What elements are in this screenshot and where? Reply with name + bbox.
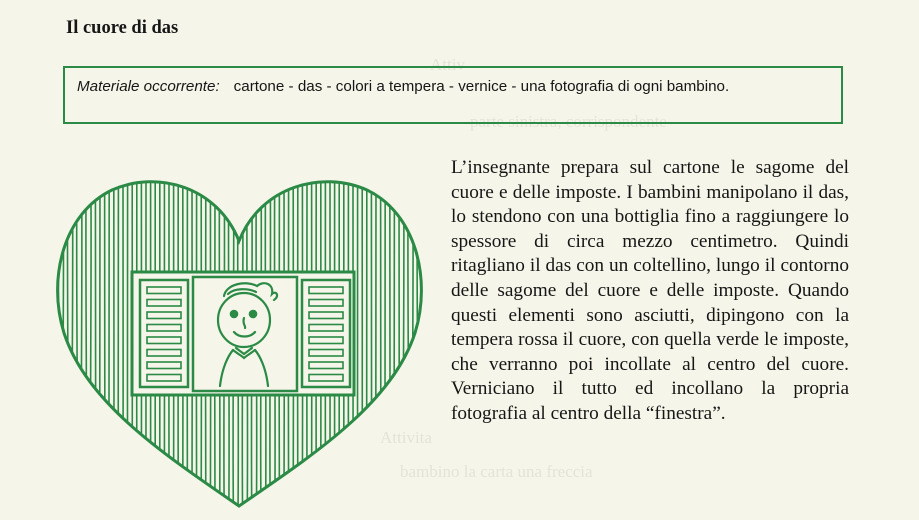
page-title: Il cuore di das: [66, 18, 179, 38]
bleed-through-text: Attiv: [430, 55, 465, 74]
window: [132, 272, 354, 395]
right-shutter: [302, 280, 350, 387]
bleed-through-text: bambino la carta una freccia: [400, 462, 593, 481]
instructions-paragraph: L’insegnante prepara sul cartone le sagome del cuore e delle imposte. I bambini manipolano il das, lo stendono con una bottiglia fino a raggiungere lo spessore di circa mezzo centimetro. Quindi ritagliano il das con un coltellino, lungo il contorno delle sagome del cuore e delle imposte. Quando questi elementi sono asciutti, dipingono con la tempera rossa il cuore, con quella verde le imposte, che verranno poi incollate al centro del cuore. Verniciano il tutto ed incollano la propria fotografia al centro della “finestra”.: [451, 157, 849, 424]
bleed-through-text: parte sinistra, corrispondente: [470, 112, 667, 131]
heart-window-illustration: [52, 168, 427, 513]
materials-label: Materiale occorrente:: [77, 78, 220, 95]
materials-box: [63, 66, 843, 124]
bleed-through-text: Attivita: [380, 428, 432, 447]
materials-list: cartone - das - colori a tempera - vernice - una fotografia di ogni bambino.: [233, 78, 730, 95]
left-shutter: [140, 280, 188, 387]
